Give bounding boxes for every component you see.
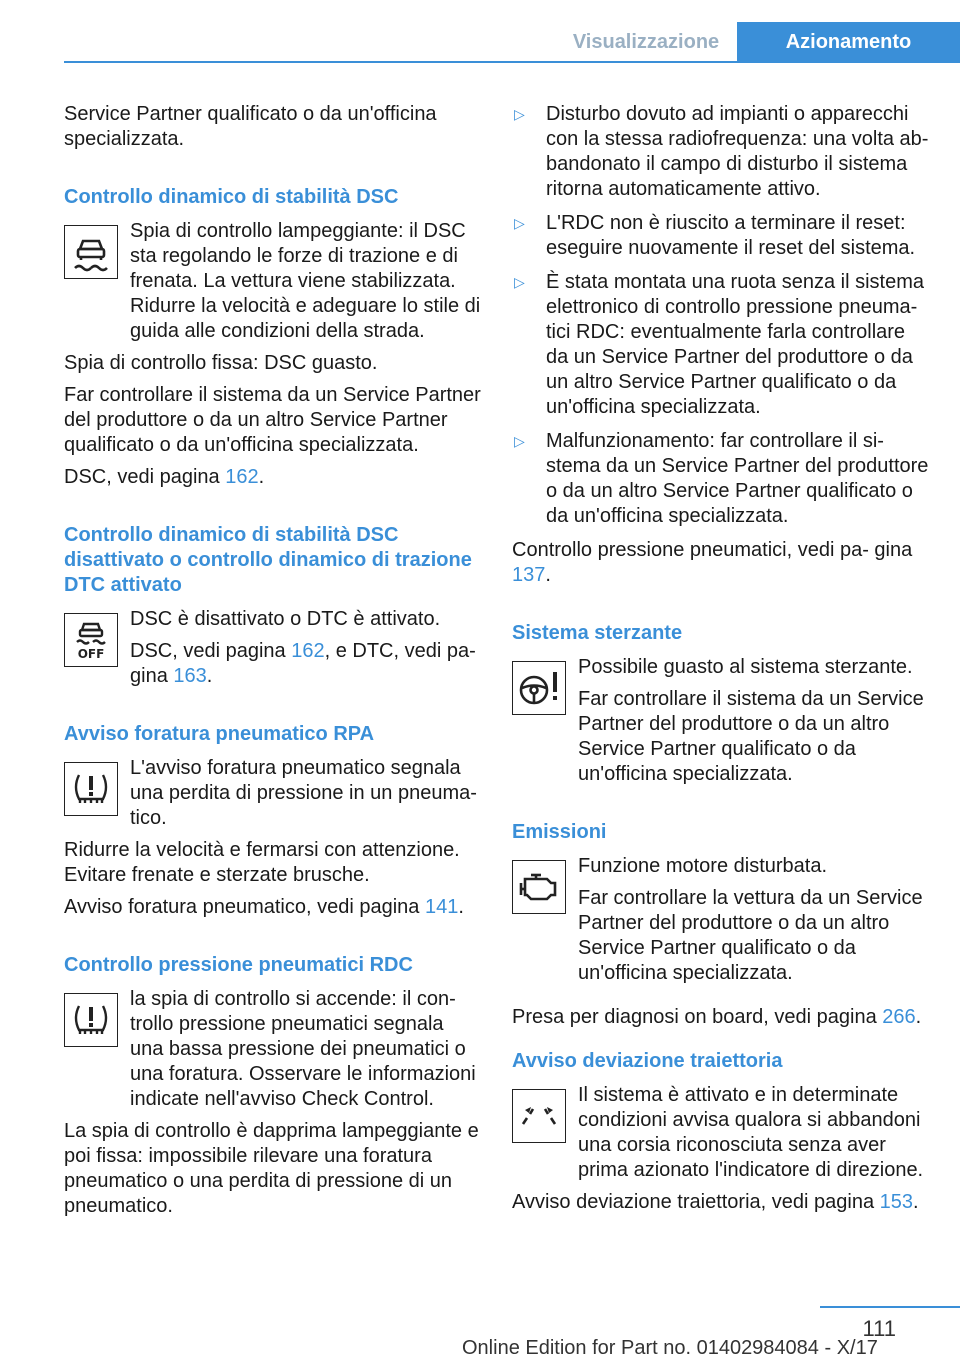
triangle-bullet-icon: ▷ (514, 215, 525, 231)
svg-text:OFF: OFF (77, 647, 105, 661)
lane-text: Il sistema è attivato e in determinate condizioni avvisa qualora si abbandoni una corsia riconosciuta senza aver prima azionato l'indicatore di direzione. (578, 1084, 924, 1181)
dsc-off-warning (64, 607, 482, 696)
dsc-off-reference: DSC, vedi pagina 162, e DTC, vedi pa- gina 163. (130, 640, 476, 687)
rpa-heading: Avviso foratura pneumatico RPA (64, 723, 375, 745)
footer-rule (820, 1306, 960, 1308)
emissions-heading: Emissioni (512, 821, 607, 843)
steering-heading: Sistema sterzante (512, 622, 683, 644)
lane-departure-icon (512, 1089, 566, 1143)
steering-text-service: Far controllare il sistema da un Service Partner del produttore o da un altro Service Partner qualificato o da un'officina specializzata. (578, 688, 924, 785)
dsc-off-text: DSC è disattivato o DTC è attivato. (130, 608, 441, 630)
list-item: ▷ L'RDC non è riuscito a terminare il reset: eseguire nuovamente il reset del sistema. (514, 212, 916, 259)
rpa-warning (64, 756, 482, 831)
list-item: ▷ Disturbo dovuto ad impianti o apparecchi con la stessa radiofrequenza: una volta ab- bandonato il campo di disturbo il sistema ritorna automaticamente attivo. (514, 103, 929, 200)
dsc-text-fixed: Spia di controllo fissa: DSC guasto. (64, 352, 378, 374)
dsc-text: Spia di controllo lampeggiante: il DSC sta regolando le forze di trazione e di frenata. La vettura viene stabilizzata. Ridurre la velocità e adeguare lo stile di guida alle condizioni della strada. (130, 220, 481, 342)
emissions-text: Funzione motore disturbata. (578, 855, 828, 877)
page-number: 111 (862, 1316, 896, 1341)
page-link[interactable]: 162 (291, 640, 325, 662)
dsc-text-service: Far controllare il sistema da un Service Partner del produttore o da un altro Service Partner qualificato o da un'officina specializzata. (64, 384, 481, 456)
emissions-text-service: Far controllare la vettura da un Service Partner del produttore o da un altro Service Partner qualificato o da un'officina specializzata. (578, 887, 923, 984)
obd-reference: Presa per diagnosi on board, vedi pagina 266. (512, 1006, 922, 1028)
page-link[interactable]: 266 (882, 1006, 916, 1028)
rdc-text-2: La spia di controllo è dapprima lampeggiante e poi fissa: impossibile rilevare una foratura pneumatico o una perdita di pressione di un pneumatico. (64, 1120, 479, 1217)
rdc-text: la spia di controllo si accende: il con- trollo pressione pneumatici segnala una bassa pressione dei pneumatici o una foratura. Osservare le informazioni indicate nell'avviso Check Control. (130, 988, 476, 1110)
edition-note: Online Edition for Part no. 01402984084 - X/17 (462, 1337, 878, 1359)
right-column (512, 102, 932, 1222)
tire-pressure-icon (64, 993, 118, 1047)
page-link[interactable]: 162 (225, 466, 259, 488)
dsc-skid-icon (64, 225, 118, 279)
list-item: ▷ Malfunzionamento: far controllare il si- stema da un Service Partner del produttore o da un altro Service Partner qualificato o da un'officina specializzata. (514, 430, 929, 527)
rpa-text: L'avviso foratura pneumatico segnala una perdita di pressione in un pneuma- tico. (130, 757, 477, 829)
dsc-off-heading: Controllo dinamico di stabilità DSC disattivato o controllo dinamico di trazione DTC attivato (64, 524, 472, 596)
tab-operation[interactable]: Azionamento (737, 22, 960, 62)
steering-text: Possibile guasto al sistema sterzante. (578, 656, 913, 678)
dsc-warning (64, 219, 482, 344)
triangle-bullet-icon: ▷ (514, 274, 525, 290)
lane-heading: Avviso deviazione traiettoria (512, 1050, 783, 1072)
triangle-bullet-icon: ▷ (514, 433, 525, 449)
left-column (64, 102, 482, 1226)
page-link[interactable]: 137 (512, 564, 546, 586)
rdc-causes-list (512, 102, 932, 529)
dsc-reference: DSC, vedi pagina 162. (64, 466, 265, 488)
steering-warning (512, 655, 932, 794)
lane-reference: Avviso deviazione traiettoria, vedi pagina 153. (512, 1191, 919, 1213)
page-link[interactable]: 163 (173, 665, 207, 687)
rpa-reference: Avviso foratura pneumatico, vedi pagina 141. (64, 896, 464, 918)
intro-text: Service Partner qualificato o da un'officina specializzata. (64, 103, 437, 150)
tire-warning-icon (64, 762, 118, 816)
rpa-advice: Ridurre la velocità e fermarsi con attenzione. Evitare frenate e sterzate brusche. (64, 839, 460, 886)
emissions-warning (512, 854, 932, 993)
page-link[interactable]: 153 (879, 1191, 914, 1213)
engine-icon (512, 860, 566, 914)
rdc-reference: Controllo pressione pneumatici, vedi pa- gina 137. (512, 539, 913, 586)
dsc-heading: Controllo dinamico di stabilità DSC (64, 186, 399, 208)
page-link[interactable]: 141 (424, 896, 459, 918)
list-item: ▷ È stata montata una ruota senza il sistema elettronico di controllo pressione pneuma- tici RDC: eventualmente farla controllare da un Service Partner del produttore o da un altro Service Partner qualificato o da un'officina specializzata. (514, 271, 924, 418)
rdc-warning (64, 987, 482, 1112)
steering-warning-icon (512, 661, 566, 715)
lane-warning (512, 1083, 932, 1183)
tab-display[interactable]: Visualizzazione (572, 31, 720, 53)
triangle-bullet-icon: ▷ (514, 106, 525, 122)
dsc-off-icon (64, 613, 118, 667)
rdc-heading: Controllo pressione pneumatici RDC (64, 954, 413, 976)
